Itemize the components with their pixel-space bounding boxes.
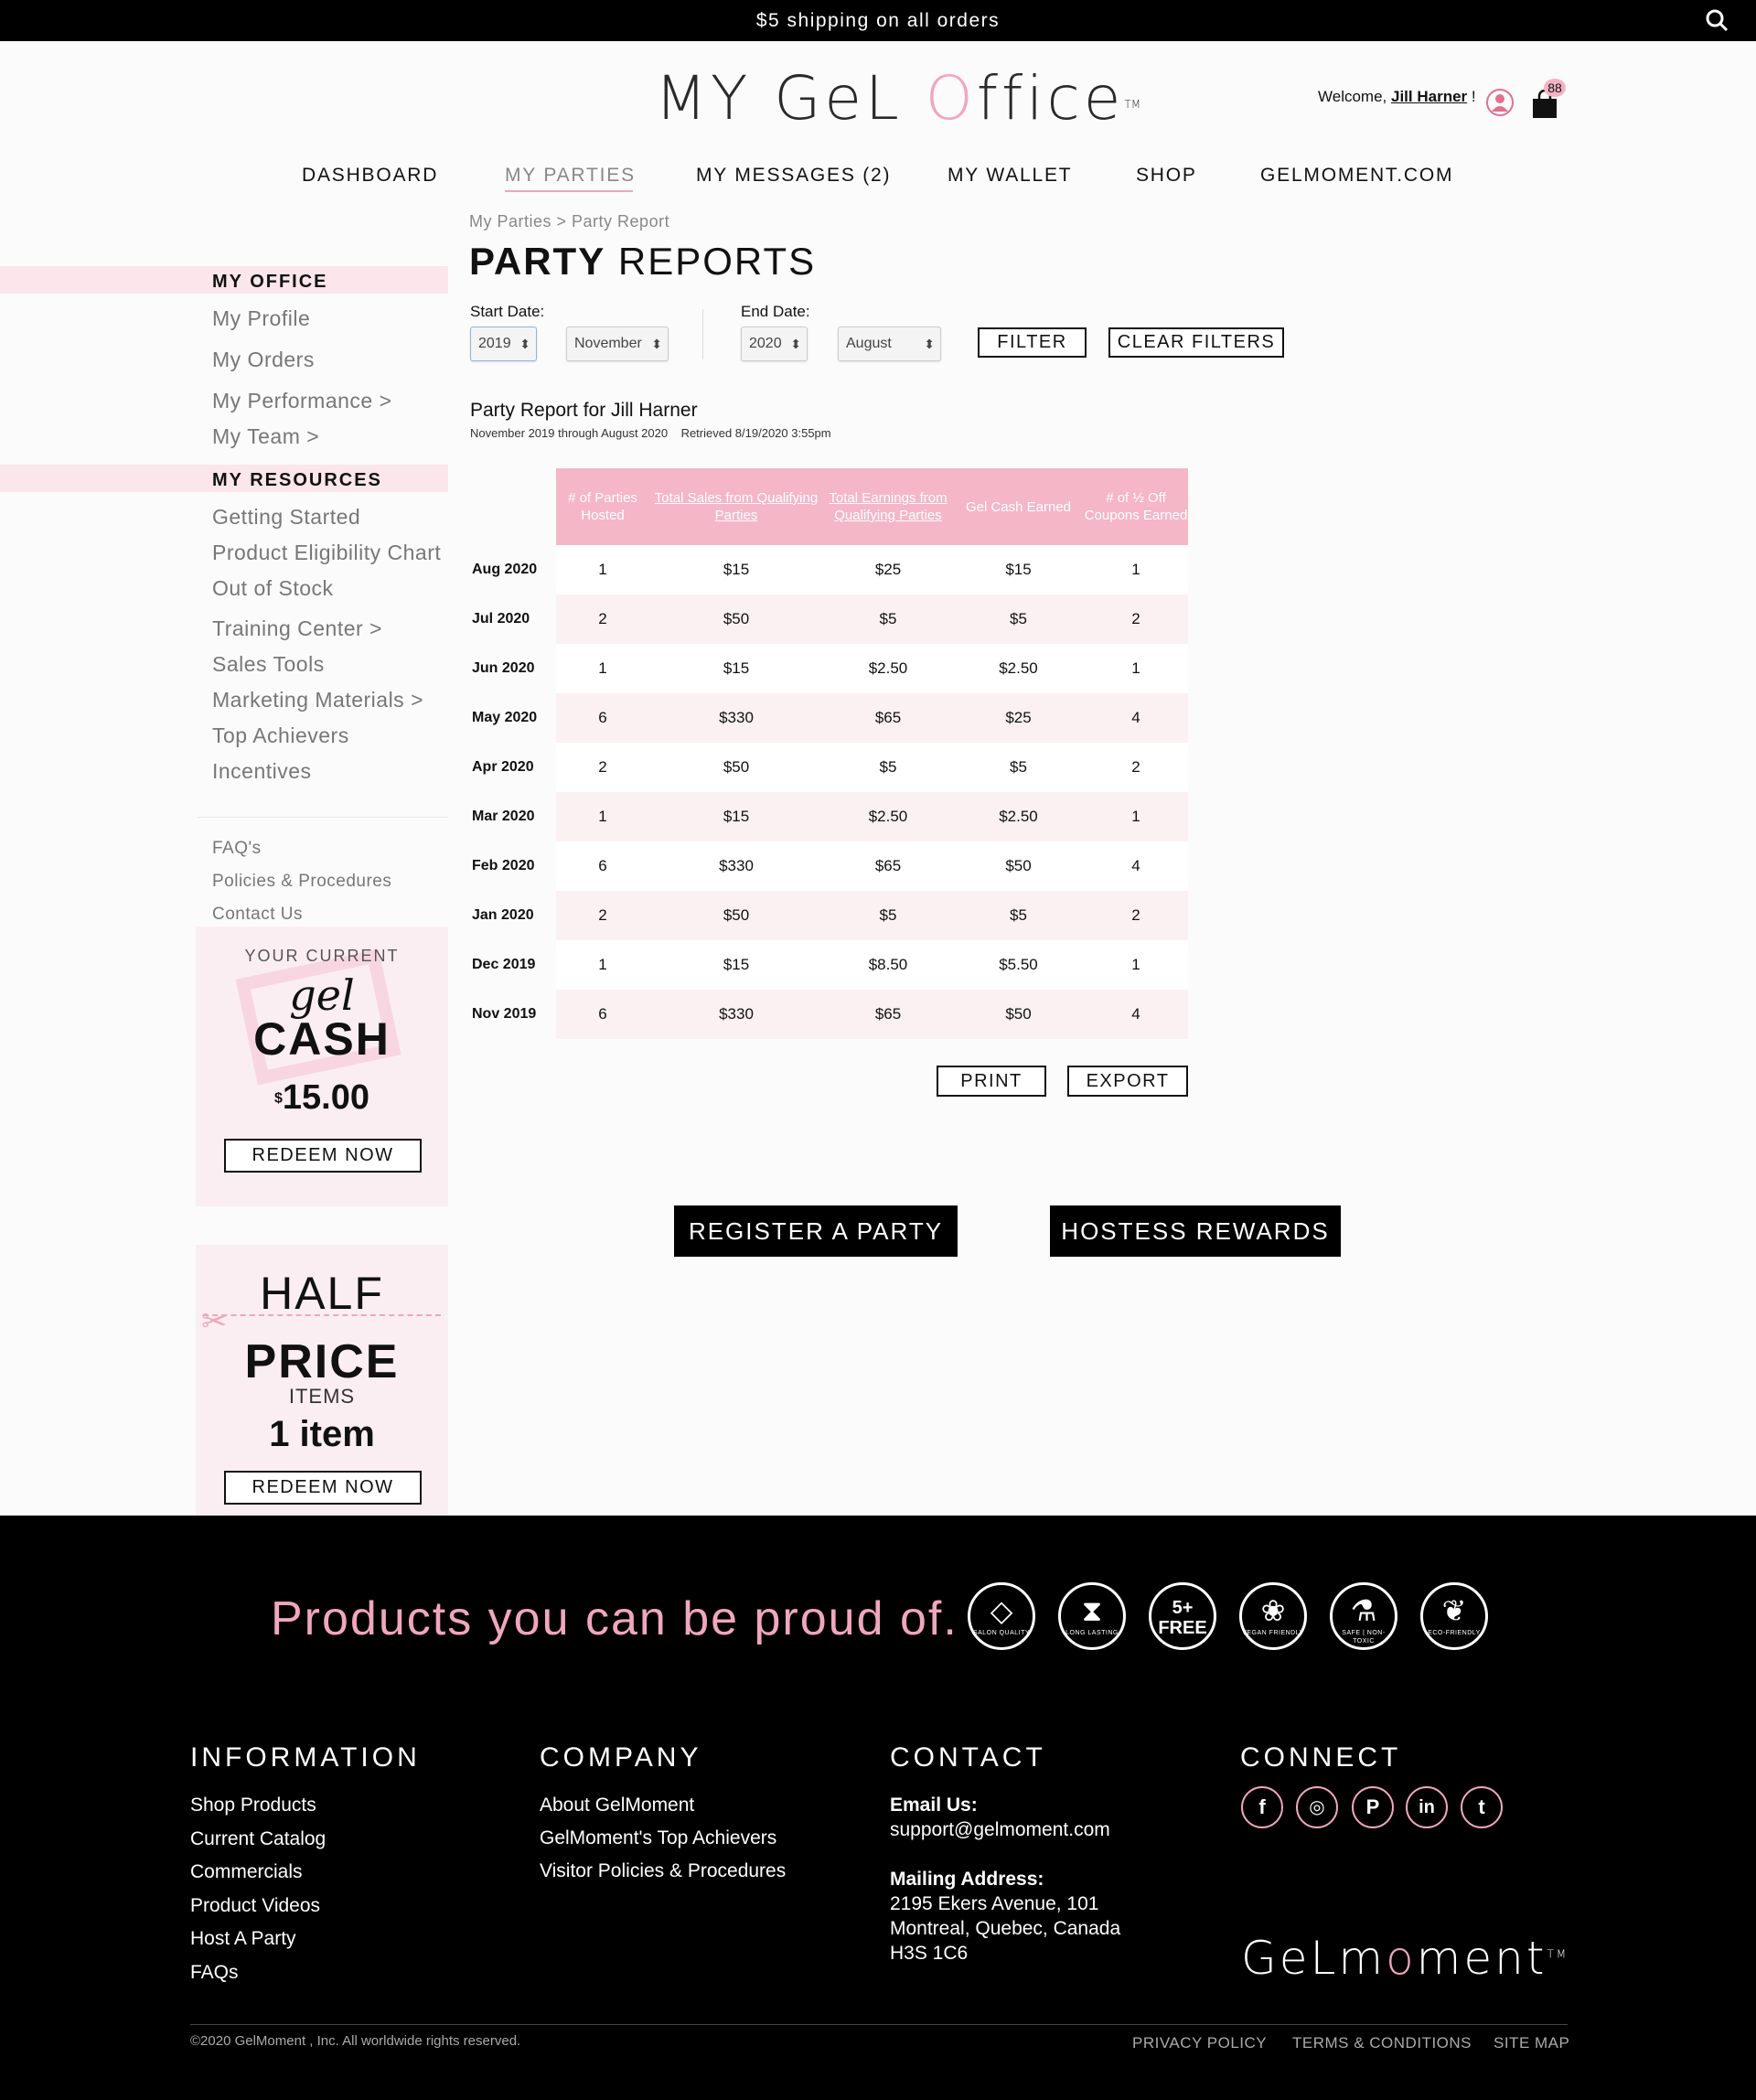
table-cell: $15 xyxy=(723,956,750,973)
row-month-label: Jun 2020 xyxy=(472,660,535,676)
page-title xyxy=(469,240,816,284)
export-button[interactable]: EXPORT xyxy=(1067,1066,1188,1097)
badge-glyph: ⧗ xyxy=(1081,1594,1103,1627)
badge-glyph: ❀ xyxy=(1260,1594,1286,1627)
table-cell: $25 xyxy=(874,561,902,578)
badge-label: LONG LASTING xyxy=(1065,1630,1119,1636)
privacy-policy-link[interactable]: PRIVACY POLICY xyxy=(1132,2034,1268,2052)
table-cell: 2 xyxy=(598,758,607,776)
site-logo[interactable] xyxy=(655,63,1141,134)
table-row xyxy=(556,743,1188,792)
address-line-1: 2195 Ekers Avenue, 101 xyxy=(890,1893,1099,1914)
table-row xyxy=(556,891,1188,940)
address-line-3: H3S 1C6 xyxy=(890,1943,969,1964)
footer-heading-contact: CONTACT xyxy=(890,1742,1046,1773)
welcome-exclaim: ! xyxy=(1467,88,1476,105)
logo-text: MY GeL xyxy=(655,63,926,134)
col-total-sales[interactable]: Total Sales from Qualifying Parties xyxy=(654,490,819,523)
gm-logo-o: o xyxy=(1386,1932,1417,1985)
footer-heading-information: INFORMATION xyxy=(190,1742,421,1773)
gel-cash-amount xyxy=(196,1078,448,1118)
footer-heading-company: COMPANY xyxy=(540,1742,702,1773)
table-row xyxy=(556,792,1188,841)
table-cell: $50 xyxy=(723,758,750,776)
sidebar-heading-office: MY OFFICE xyxy=(0,266,448,294)
footer-divider xyxy=(190,2024,1568,2025)
table-cell: 6 xyxy=(598,857,607,874)
facebook-icon[interactable]: f xyxy=(1241,1786,1283,1828)
sidebar-item-faqs[interactable]: FAQ's xyxy=(212,839,262,858)
address-line-2: Montreal, Quebec, Canada xyxy=(890,1918,1121,1939)
gm-logo-tm: TM xyxy=(1547,1947,1569,1961)
sidebar-item-sales-tools[interactable]: Sales Tools xyxy=(212,652,325,676)
twitter-icon[interactable]: t xyxy=(1461,1786,1503,1828)
badge-glyph: ❦ xyxy=(1441,1594,1467,1627)
table-cell: $50 xyxy=(723,610,750,627)
gel-cash-panel xyxy=(196,927,448,1206)
filter-button[interactable]: FILTER xyxy=(978,327,1087,358)
badge-glyph: ◇ xyxy=(990,1594,1013,1627)
start-year-select[interactable]: 2019 ⬍ xyxy=(470,327,537,361)
copyright: ©2020 GelMoment , Inc. All worldwide rights reserved. xyxy=(190,2033,521,2049)
sidebar-item-profile[interactable]: My Profile xyxy=(212,306,311,330)
half-price-sub: ITEMS xyxy=(288,1385,356,1408)
sidebar-divider xyxy=(197,817,448,818)
table-cell: 2 xyxy=(1131,610,1140,627)
table-cell: 1 xyxy=(598,561,607,578)
col-gel-cash: Gel Cash Earned xyxy=(965,498,1072,515)
table-cell: $330 xyxy=(719,857,754,874)
filter-divider xyxy=(702,309,703,359)
table-cell: 4 xyxy=(1131,1005,1140,1023)
address-label: Mailing Address: xyxy=(890,1869,1044,1890)
sidebar-item-marketing[interactable]: Marketing Materials > xyxy=(212,688,423,712)
table-cell: 4 xyxy=(1131,709,1140,726)
cart-count-badge: 88 xyxy=(1544,79,1566,97)
table-cell: $5 xyxy=(1010,610,1027,627)
diamond-icon xyxy=(968,1582,1035,1650)
paw-icon xyxy=(1239,1582,1307,1650)
welcome-text xyxy=(1318,88,1476,106)
sidebar-item-incentives[interactable]: Incentives xyxy=(212,759,312,783)
badge-glyph: ⚗ xyxy=(1350,1594,1377,1627)
end-date-label: End Date: xyxy=(741,303,810,320)
search-icon[interactable] xyxy=(1705,8,1729,32)
footer-heading-connect: CONNECT xyxy=(1240,1742,1402,1773)
half-price-redeem-button[interactable]: REDEEM NOW xyxy=(224,1471,422,1505)
table-cell: $2.50 xyxy=(999,659,1038,677)
announcement-text: $5 shipping on all orders xyxy=(755,9,1001,31)
welcome-label: Welcome, xyxy=(1318,88,1391,105)
sidebar-item-out-of-stock[interactable]: Out of Stock xyxy=(212,576,334,600)
footer-info-link[interactable]: Commercials xyxy=(190,1861,303,1882)
footer-company-link[interactable]: About GelMoment xyxy=(540,1795,695,1816)
register-party-button[interactable]: REGISTER A PARTY xyxy=(674,1205,958,1257)
row-month-label: Jul 2020 xyxy=(472,611,530,627)
table-cell: $2.50 xyxy=(999,808,1038,825)
table-cell: $15 xyxy=(723,659,750,677)
logo-tm: TM xyxy=(1124,98,1141,111)
five-free-icon xyxy=(1149,1582,1216,1650)
table-cell: 2 xyxy=(1131,906,1140,924)
nav-gelmoment[interactable]: GELMOMENT.COM xyxy=(1260,165,1454,186)
table-cell: $15 xyxy=(723,561,750,578)
table-header xyxy=(556,468,1188,545)
table-cell: $5 xyxy=(879,758,897,776)
sidebar-item-performance[interactable]: My Performance > xyxy=(212,389,392,412)
row-month-label: Apr 2020 xyxy=(472,759,534,775)
table-cell: 6 xyxy=(598,709,607,726)
report-range: November 2019 through August 2020 xyxy=(470,426,669,440)
table-cell: $5 xyxy=(879,906,897,924)
table-cell: 1 xyxy=(1131,956,1140,973)
nav-my-messages[interactable]: MY MESSAGES (2) xyxy=(696,165,892,186)
gel-cash-label: YOUR CURRENT xyxy=(244,947,400,965)
print-button[interactable]: PRINT xyxy=(937,1066,1046,1097)
hourglass-icon xyxy=(1058,1582,1126,1650)
table-row xyxy=(556,693,1188,743)
badge-glyph: 5+ FREE xyxy=(1158,1598,1207,1638)
table-cell: $5 xyxy=(879,610,897,627)
footer-tagline: Products you can be proud of. xyxy=(271,1592,958,1645)
table-body xyxy=(556,545,1188,1039)
end-year-select[interactable]: 2020 ⬍ xyxy=(741,327,808,361)
sidebar-item-getting-started[interactable]: Getting Started xyxy=(212,505,361,529)
flask-icon xyxy=(1330,1582,1397,1650)
report-meta xyxy=(470,426,831,440)
row-month-label: Nov 2019 xyxy=(472,1006,537,1022)
table-cell: $5 xyxy=(1010,758,1027,776)
sidebar-item-eligibility-chart[interactable]: Product Eligibility Chart xyxy=(212,541,442,564)
table-row xyxy=(556,545,1188,595)
hostess-rewards-button[interactable]: HOSTESS REWARDS xyxy=(1050,1205,1341,1257)
badge-label: SAFE | NON-TOXIC xyxy=(1342,1630,1386,1645)
row-month-label: Dec 2019 xyxy=(472,957,536,972)
table-cell: 2 xyxy=(598,906,607,924)
site-map-link[interactable]: SITE MAP xyxy=(1494,2034,1570,2052)
badge-label: SALON QUALITY xyxy=(972,1630,1031,1636)
nav-my-parties[interactable]: MY PARTIES xyxy=(505,165,636,186)
half-price-panel xyxy=(196,1245,448,1523)
gel-cash-word: CASH xyxy=(253,1013,391,1065)
table-cell: $8.50 xyxy=(868,956,908,973)
table-cell: $15 xyxy=(723,808,750,825)
footer-info-link[interactable]: Current Catalog xyxy=(190,1827,327,1849)
row-month-label: Aug 2020 xyxy=(472,562,538,577)
col-total-earnings[interactable]: Total Earnings from Qualifying Parties xyxy=(829,490,948,523)
sidebar-item-policies[interactable]: Policies & Procedures xyxy=(212,872,392,891)
row-month-label: May 2020 xyxy=(472,710,538,725)
footer-info-link[interactable]: FAQs xyxy=(190,1961,239,1983)
sidebar-heading-resources: MY RESOURCES xyxy=(0,465,448,492)
table-cell: $2.50 xyxy=(868,808,908,825)
table-cell: 6 xyxy=(598,1005,607,1023)
table-cell: $65 xyxy=(874,709,902,726)
table-cell: $50 xyxy=(723,906,750,924)
col-coupons: # of ½ Off Coupons Earned xyxy=(1084,490,1188,523)
table-cell: $65 xyxy=(874,1005,902,1023)
footer-info-link[interactable]: Product Videos xyxy=(190,1894,321,1916)
leaf-icon xyxy=(1420,1582,1488,1650)
clear-filters-button[interactable]: CLEAR FILTERS xyxy=(1108,327,1284,358)
email-link[interactable]: support@gelmoment.com xyxy=(890,1819,1110,1840)
sidebar-item-contact[interactable]: Contact Us xyxy=(212,905,303,924)
nav-dashboard[interactable]: DASHBOARD xyxy=(302,165,439,186)
table-cell: 2 xyxy=(598,610,607,627)
table-cell: 1 xyxy=(598,659,607,677)
table-cell: $2.50 xyxy=(868,659,908,677)
table-cell: $50 xyxy=(1005,1005,1032,1023)
table-cell: 1 xyxy=(598,808,607,825)
table-row xyxy=(556,595,1188,644)
row-month-label: Mar 2020 xyxy=(472,809,535,824)
report-retrieved: Retrieved 8/19/2020 3:55pm xyxy=(680,426,831,440)
table-row xyxy=(556,990,1188,1039)
pinterest-icon[interactable]: P xyxy=(1352,1786,1394,1828)
nav-shop[interactable]: SHOP xyxy=(1136,165,1197,186)
table-cell: 2 xyxy=(1131,758,1140,776)
start-date-label: Start Date: xyxy=(470,303,545,320)
badge-label: ECO-FRIENDLY xyxy=(1428,1630,1481,1636)
sidebar-item-top-achievers[interactable]: Top Achievers xyxy=(212,723,349,747)
footer-company-link[interactable]: GelMoment's Top Achievers xyxy=(540,1827,777,1848)
party-report-table xyxy=(556,468,1188,1039)
table-cell: $65 xyxy=(874,857,902,874)
report-heading: Party Report for Jill Harner xyxy=(470,400,698,421)
gel-cash-redeem-button[interactable]: REDEEM NOW xyxy=(224,1139,422,1173)
end-month-select[interactable]: August ⬍ xyxy=(838,327,941,361)
gel-cash-currency: $ xyxy=(274,1090,283,1107)
instagram-icon[interactable]: ◎ xyxy=(1296,1786,1338,1828)
sidebar-item-training-center[interactable]: Training Center > xyxy=(212,616,382,640)
gelmoment-logo[interactable] xyxy=(1241,1932,1569,1985)
title-bold: PARTY xyxy=(469,240,606,283)
footer-company-link[interactable]: Visitor Policies & Procedures xyxy=(540,1860,787,1881)
half-price-middle: PRICE xyxy=(244,1335,400,1388)
linkedin-icon[interactable]: in xyxy=(1406,1786,1448,1828)
logo-text-end: ffice xyxy=(976,63,1125,134)
col-parties-hosted: # of Parties Hosted xyxy=(568,490,637,523)
table-cell: 1 xyxy=(598,956,607,973)
table-cell: 1 xyxy=(1131,659,1140,677)
gm-logo-c: ment xyxy=(1416,1932,1547,1985)
user-account-icon[interactable] xyxy=(1485,88,1515,117)
sidebar-item-team[interactable]: My Team > xyxy=(212,424,320,448)
gm-logo-a: GeLm xyxy=(1241,1932,1387,1985)
breadcrumb[interactable]: My Parties > Party Report xyxy=(469,212,670,230)
table-cell: $25 xyxy=(1005,709,1032,726)
table-cell: $15 xyxy=(1005,561,1032,578)
logo-o: O xyxy=(925,63,977,134)
table-row xyxy=(556,841,1188,891)
half-price-count: 1 item xyxy=(269,1414,375,1454)
user-name-link[interactable]: Jill Harner xyxy=(1391,88,1468,105)
terms-link[interactable]: TERMS & CONDITIONS xyxy=(1292,2034,1472,2052)
nav-active-underline xyxy=(505,190,633,192)
scissors-icon: ✂ xyxy=(201,1304,228,1339)
gel-cash-script: gel xyxy=(289,970,355,1020)
nav-my-wallet[interactable]: MY WALLET xyxy=(948,165,1073,186)
row-month-label: Feb 2020 xyxy=(472,858,535,873)
half-price-cut-line xyxy=(203,1314,441,1316)
table-row xyxy=(556,644,1188,693)
table-cell: $5.50 xyxy=(999,956,1038,973)
start-month-select[interactable]: November ⬍ xyxy=(566,327,669,361)
table-cell: $330 xyxy=(719,709,754,726)
footer-info-link[interactable]: Shop Products xyxy=(190,1795,316,1816)
footer-info-link[interactable]: Host A Party xyxy=(190,1928,296,1949)
sidebar-item-orders[interactable]: My Orders xyxy=(212,348,315,371)
badge-label: VEGAN FRIENDLY xyxy=(1242,1630,1304,1636)
table-cell: 1 xyxy=(1131,808,1140,825)
table-cell: $50 xyxy=(1005,857,1032,874)
title-light: REPORTS xyxy=(605,240,817,283)
table-cell: 4 xyxy=(1131,857,1140,874)
table-row xyxy=(556,940,1188,990)
half-price-top: HALF xyxy=(260,1268,384,1319)
table-cell: $5 xyxy=(1010,906,1027,924)
gel-cash-value: 15.00 xyxy=(282,1078,369,1117)
table-cell: $330 xyxy=(719,1005,754,1023)
row-month-label: Jan 2020 xyxy=(472,907,534,923)
table-cell: 1 xyxy=(1131,561,1140,578)
announcement-bar xyxy=(0,0,1756,41)
email-label: Email Us: xyxy=(890,1795,978,1816)
